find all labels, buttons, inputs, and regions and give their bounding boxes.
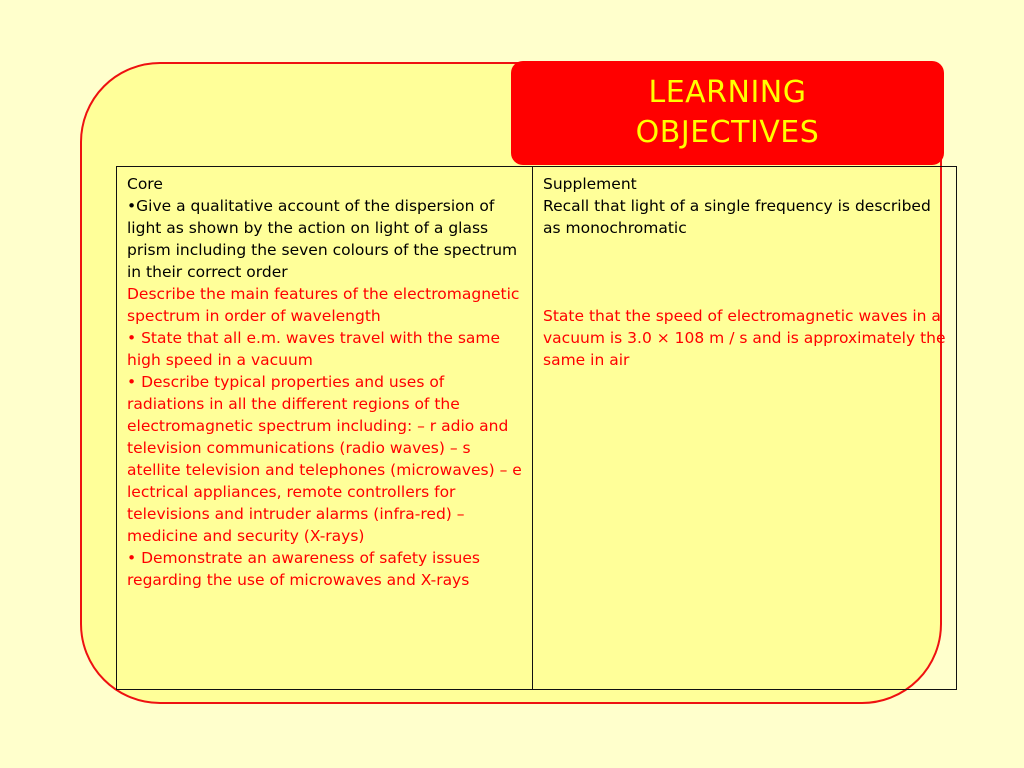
- core-item-uses: • Describe typical properties and uses of radiations in all the different regions of the electromagnetic spectrum including: – r adio and television communications (radio waves) – s atellite television and telephones (microwaves) – e lectrical appliances, remote controllers for televisions and intruder alarms (infra-red) – medicine and security (X-rays): [127, 373, 522, 545]
- title-line-2: OBJECTIVES: [635, 115, 820, 150]
- table-row: [117, 167, 957, 690]
- core-item-spectrum-features: Describe the main features of the electromagnetic spectrum in order of wavelength: [127, 285, 520, 325]
- supplement-item-em-speed: State that the speed of electromagnetic waves in a vacuum is 3.0 × 108 m / s and is approximately the same in air: [543, 307, 946, 369]
- core-item-safety: • Demonstrate an awareness of safety issues regarding the use of microwaves and X-rays: [127, 549, 480, 589]
- core-cell: [117, 167, 533, 690]
- title-banner: [511, 61, 944, 165]
- core-heading: Core: [127, 175, 163, 193]
- core-item-same-speed: • State that all e.m. waves travel with the same high speed in a vacuum: [127, 329, 501, 369]
- core-item-dispersion: •Give a qualitative account of the dispersion of light as shown by the action on light of a glass prism including the seven colours of the spectrum in their correct order: [127, 197, 518, 281]
- supplement-item-monochromatic: Recall that light of a single frequency is described as monochromatic: [543, 197, 931, 237]
- supplement-heading: Supplement: [543, 175, 637, 193]
- objectives-table: [116, 166, 957, 690]
- title-line-1: LEARNING: [648, 75, 807, 110]
- supplement-cell: [533, 167, 957, 690]
- spacer: [543, 239, 947, 305]
